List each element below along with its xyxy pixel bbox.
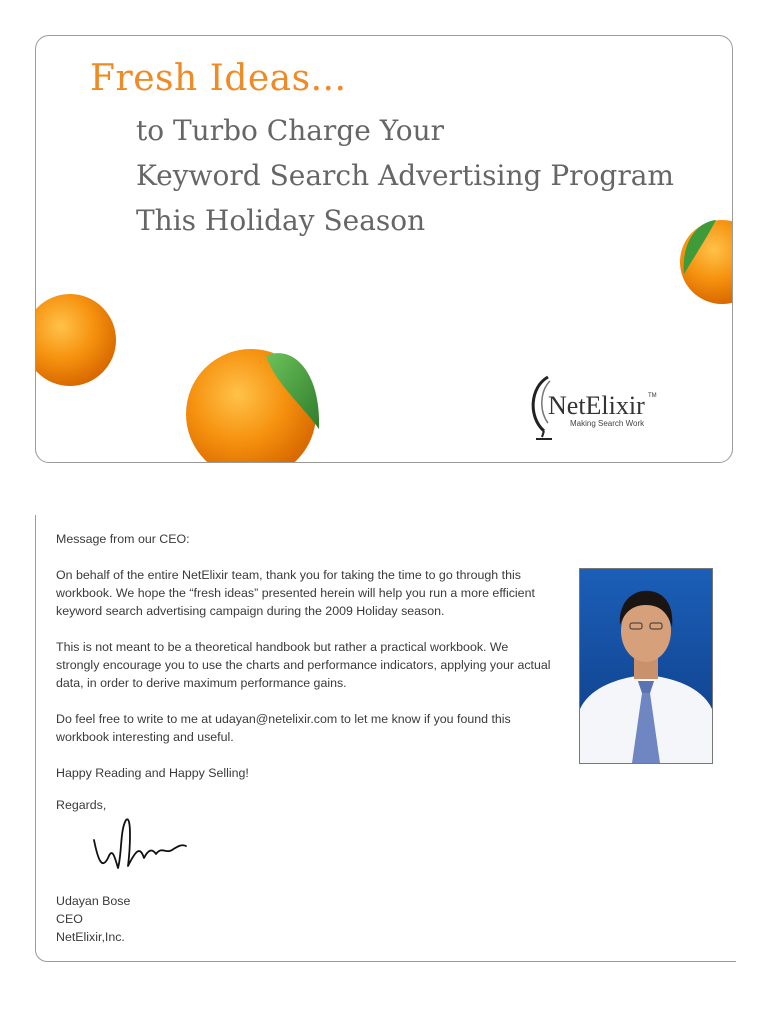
orange-left-image (35, 288, 118, 390)
letter-heading: Message from our CEO: (56, 532, 190, 546)
ceo-letter (35, 515, 736, 962)
cover-card (35, 35, 733, 463)
cover-subline-2: Keyword Search Advertising Program (136, 159, 674, 192)
cover-subline-1: to Turbo Charge Your (136, 114, 445, 147)
logo-tagline: Making Search Work (570, 419, 645, 428)
netelixir-logo (526, 373, 666, 443)
orange-right-image (676, 214, 733, 306)
orange-center-image (181, 344, 326, 463)
signer-title: CEO (56, 912, 83, 926)
ceo-photo (579, 568, 713, 764)
letter-regards: Regards, (56, 798, 107, 812)
logo-trademark: TM (648, 393, 657, 399)
signature-image (86, 810, 206, 880)
letter-paragraph-3: Do feel free to write to me at udayan@netelixir.com to let me know if you found this workbook interesting and useful. (56, 712, 511, 744)
signer-company: NetElixir,Inc. (56, 930, 125, 944)
letter-paragraph-2: This is not meant to be a theoretical handbook but rather a practical workbook. We strongly encourage you to use the charts and performance indicators, applying your actual data, in order to derive maximum performance gains. (56, 640, 551, 690)
letter-paragraph-1: On behalf of the entire NetElixir team, thank you for taking the time to go through this workbook. We hope the “fresh ideas” presented herein will help you run a more efficient keyword search advertising campaign during the 2009 Holiday season. (56, 568, 535, 618)
letter-closing: Happy Reading and Happy Selling! (56, 766, 249, 780)
cover-subline-3: This Holiday Season (136, 204, 426, 237)
cover-headline: Fresh Ideas... (90, 58, 347, 99)
signer-name: Udayan Bose (56, 894, 131, 908)
logo-name: NetElixir (548, 391, 645, 420)
